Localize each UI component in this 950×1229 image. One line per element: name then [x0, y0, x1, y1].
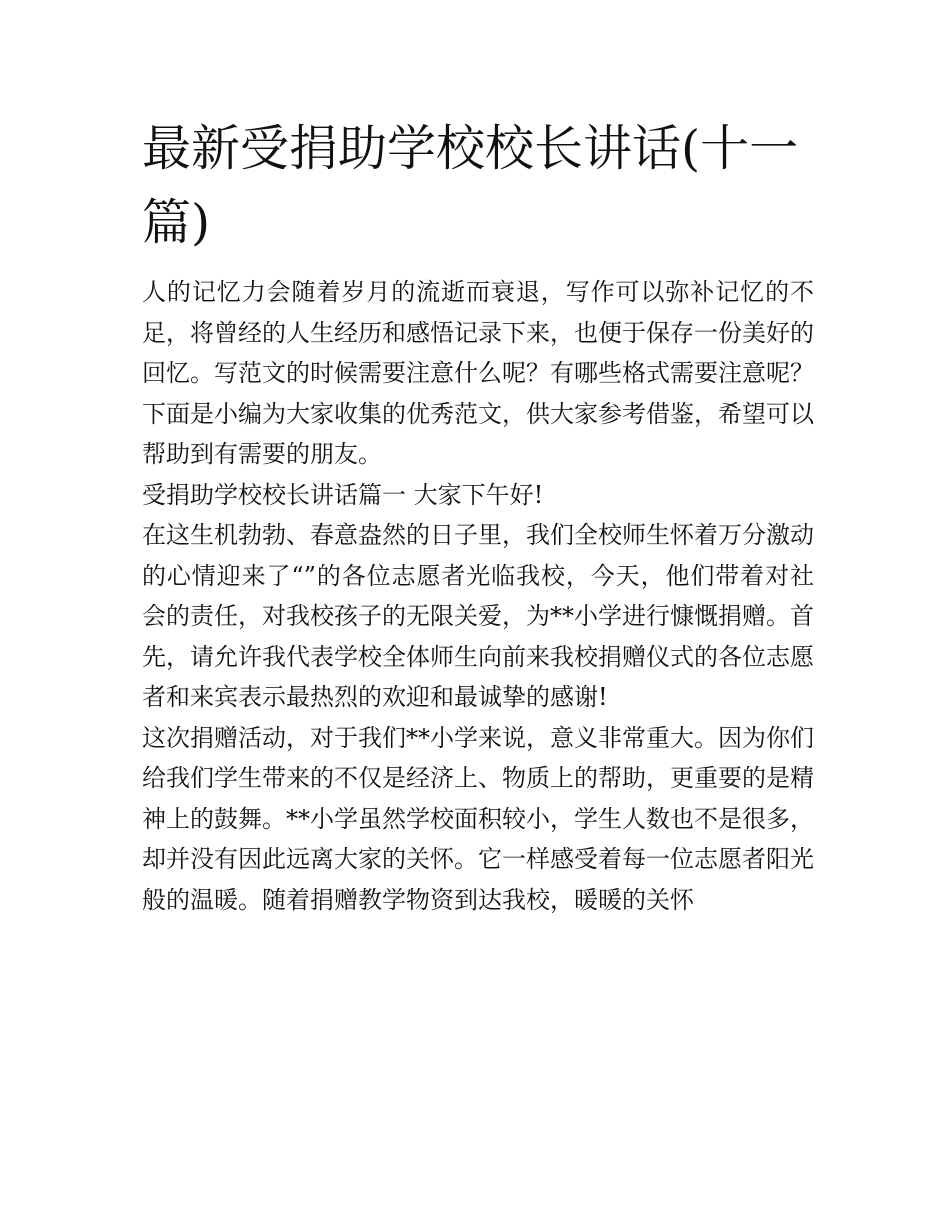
- paragraph-welcome: 在这生机勃勃、春意盎然的日子里，我们全校师生怀着万分激动的心情迎来了“”的各位志愿者光临我校，今天，他们带着对社会的责任，对我校孩子的无限关爱，为**小学进行慷慨捐赠。首先，请允许我代表学校全体师生向前来我校捐赠仪式的各位志愿者和来宾表示最热烈的欢迎和最诚挚的感谢!: [142, 521, 814, 711]
- paragraph-intro: 人的记忆力会随着岁月的流逝而衰退，写作可以弥补记忆的不足，将曾经的人生经历和感悟记录下来，也便于保存一份美好的回忆。写范文的时候需要注意什么呢？有哪些格式需要注意呢？下面是小编为大家收集的优秀范文，供大家参考借鉴，希望可以帮助到有需要的朋友。: [142, 278, 814, 468]
- document-page: [142, 112, 814, 920]
- paragraph-section-heading: 受捐助学校校长讲话篇一 大家下午好!: [142, 480, 544, 509]
- document-title: 最新受捐助学校校长讲话(十一篇): [142, 120, 799, 251]
- paragraph-significance: 这次捐赠活动，对于我们**小学来说，意义非常重大。因为你们给我们学生带来的不仅是经济上、物质上的帮助，更重要的是精神上的鼓舞。**小学虽然学校面积较小，学生人数也不是很多，却并没有因此远离大家的关怀。它一样感受着每一位志愿者阳光般的温暖。随着捐赠教学物资到达我校，暖暖的关怀: [142, 723, 814, 914]
